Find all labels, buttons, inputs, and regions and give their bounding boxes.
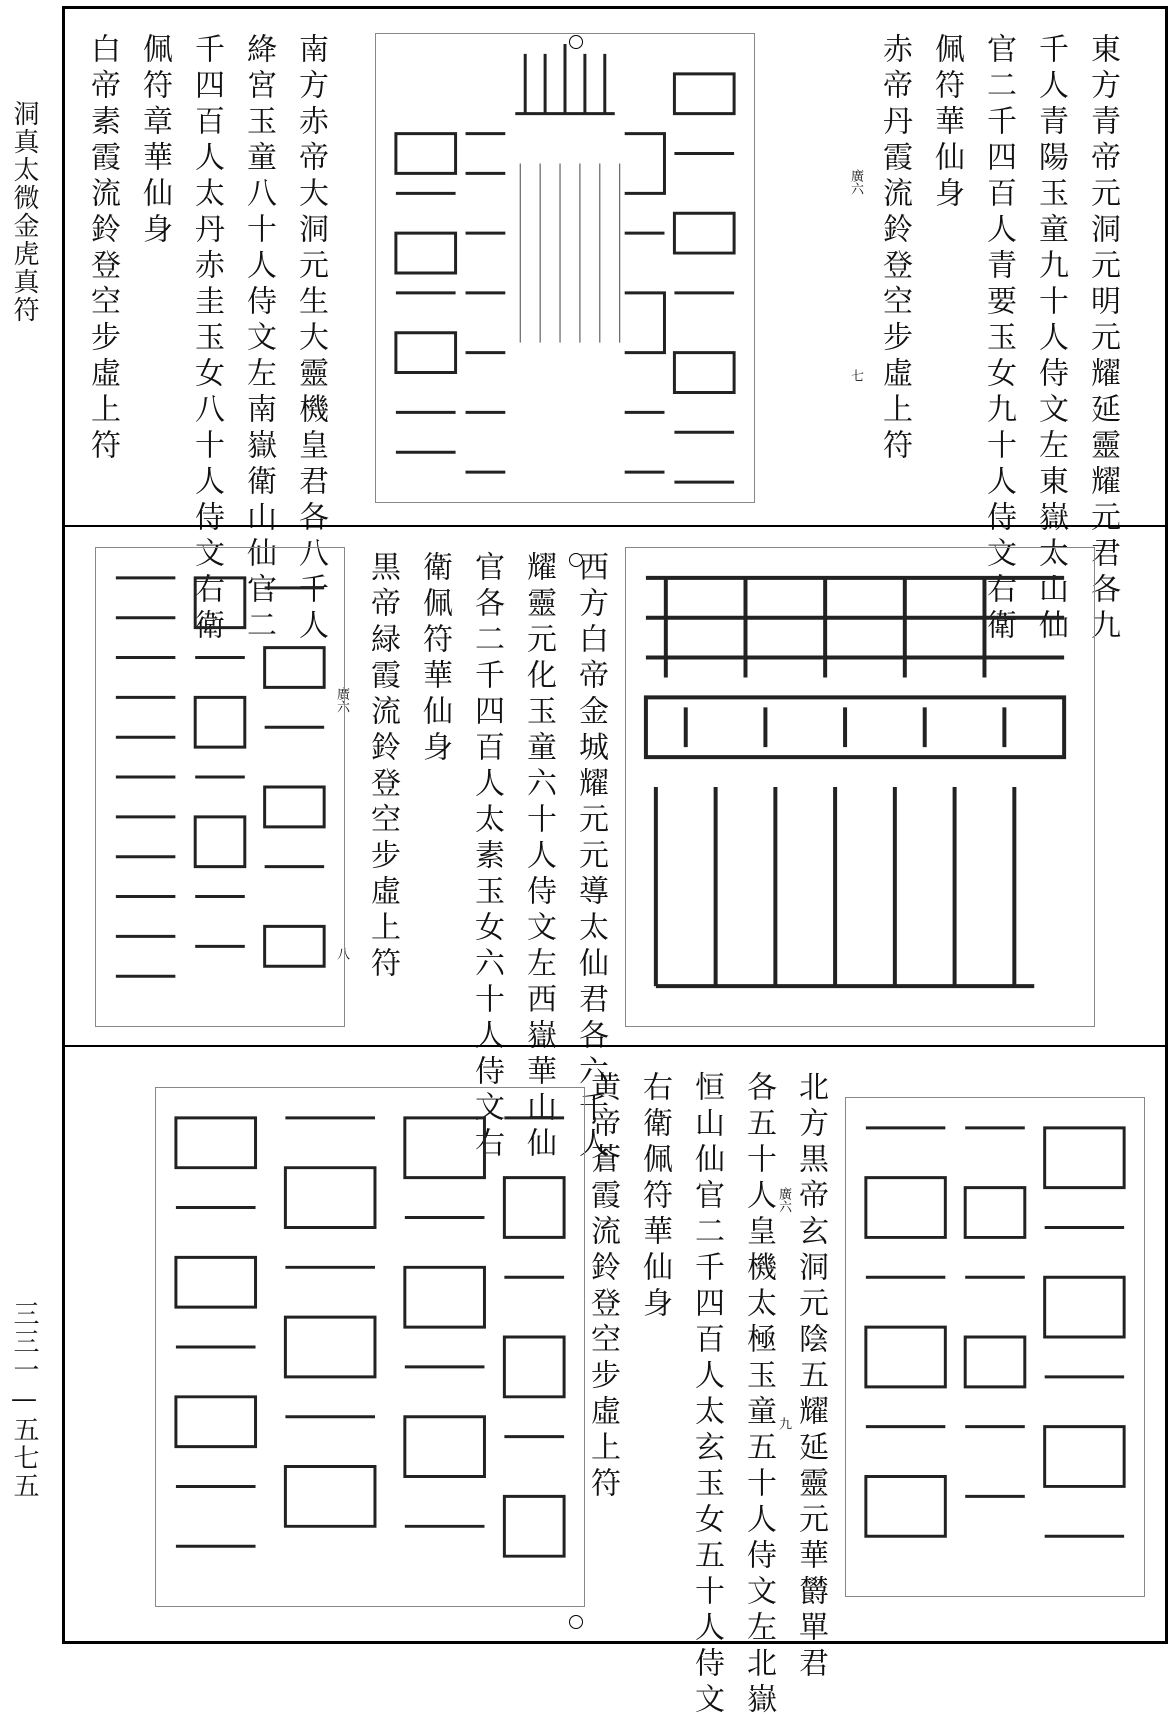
note-guang: 廣六	[848, 169, 863, 195]
talisman-title: 黒帝緑霞流鈴登空步虛上符	[365, 551, 400, 983]
text-column: 千人青陽玉童九十人侍文左東嶽太山仙	[1033, 33, 1068, 645]
note-guang: 廣六	[334, 687, 349, 713]
talisman-seal-image	[155, 1087, 585, 1607]
text-column: 西方白帝金城耀元元導太仙君各六千人	[573, 551, 608, 1163]
panel-east-south	[65, 9, 1165, 645]
text-column: 南方赤帝大洞元生大靈機皇君各八千人	[293, 33, 328, 645]
folio-number: 七	[848, 369, 863, 382]
text-column: 衛佩符華仙身	[417, 551, 452, 767]
panel-north	[65, 1045, 1165, 1719]
talisman-title: 黄帝蒼霞流鈴登空步虛上符	[585, 1071, 620, 1503]
text-column: 官各二千四百人太素玉女六十人侍文右	[469, 551, 504, 1163]
text-column: 千四百人太丹赤圭玉女八十人侍文右衛	[189, 33, 224, 645]
text-column: 右衛佩符華仙身	[637, 1071, 672, 1323]
text-column: 官二千四百人青要玉女九十人侍文右衛	[981, 33, 1016, 645]
text-column: 恒山仙官二千四百人太玄玉女五十人侍文	[689, 1071, 724, 1719]
folio-number: 八	[334, 947, 349, 960]
text-column: 北方黒帝玄洞元陰五耀延靈元華欝單君	[793, 1071, 828, 1683]
text-column: 絳宮玉童八十人侍文左南嶽衛山仙官二	[241, 33, 276, 645]
page-number: 三三一—五七五	[9, 1300, 39, 1500]
binding-hole	[569, 1615, 583, 1629]
text-column: 各五十人皇機太極玉童五十人侍文左北嶽	[741, 1071, 776, 1719]
text-column: 東方青帝元洞元明元耀延靈耀元君各九	[1085, 33, 1120, 645]
talisman-seal-image	[845, 1097, 1145, 1597]
text-column: 耀靈元化玉童六十人侍文左西嶽華山仙	[521, 551, 556, 1163]
panel-west	[65, 525, 1165, 1163]
text-column: 佩符章華仙身	[137, 33, 172, 249]
talisman-title: 赤帝丹霞流鈴登空步虛上符	[877, 33, 912, 465]
margin-title: 洞真太微金虎真符	[9, 100, 39, 324]
folio-number: 九	[776, 1417, 791, 1430]
talisman-seal-image	[375, 33, 755, 503]
note-guang: 廣六	[776, 1187, 791, 1213]
page-frame	[62, 6, 1168, 1719]
talisman-seal-image	[625, 547, 1095, 1027]
talisman-title: 白帝素霞流鈴登空步虛上符	[85, 33, 120, 465]
text-column: 佩符華仙身	[929, 33, 964, 213]
talisman-seal-image	[95, 547, 345, 1027]
